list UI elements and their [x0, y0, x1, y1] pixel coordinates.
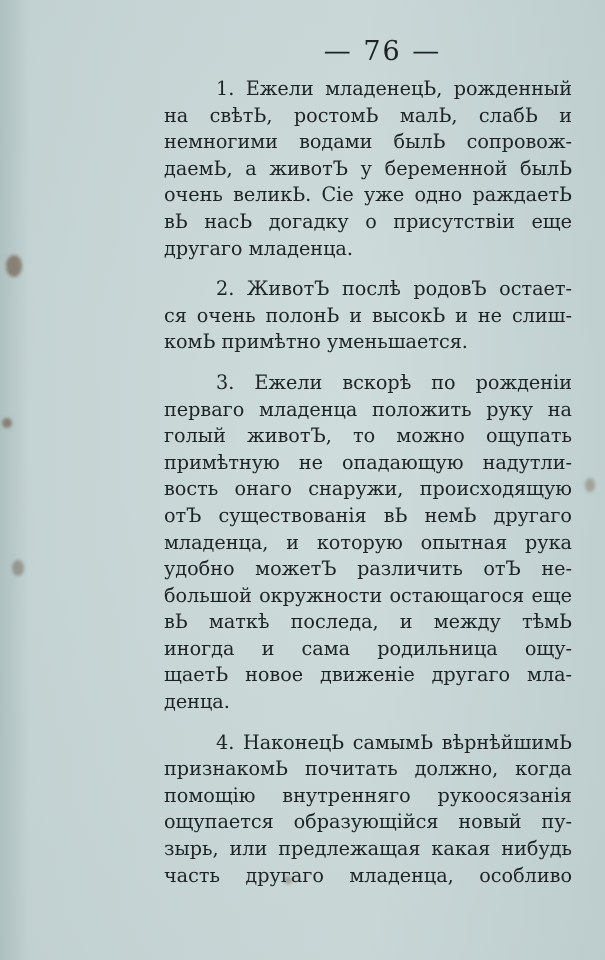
stain-mark [6, 255, 22, 277]
page-number: — 76 — [323, 36, 442, 67]
text-line: вость онаго снаружи, происходящую [164, 477, 572, 501]
stain-mark [2, 418, 12, 428]
text-line: на свѣтЬ, ростомЬ малЬ, слабЬ и [164, 103, 572, 127]
text-line: вЬ маткѣ последа, и между тѣмЬ [164, 610, 572, 634]
text-line: отЪ существованія вЬ немЬ другаго [164, 503, 572, 527]
text-line: большой окружности остающагося еще [164, 583, 572, 607]
paragraph-4 [164, 730, 572, 890]
text-line: голый животЪ, то можно ощупать [164, 424, 572, 448]
text-line: 3. Ежели вскорѣ по рожденіи [216, 370, 572, 394]
text-line: комЬ примѣтно уменьшается. [164, 330, 468, 354]
text-line: вЬ насЬ догадку о присутствіи еще [164, 209, 572, 233]
page-body [164, 76, 572, 903]
text-line: 4. НаконецЬ самымЬ вѣрнѣйшимЬ [216, 730, 572, 754]
text-line: другаго младенца. [164, 236, 353, 260]
text-line: ощупается образующійся новый пу- [164, 810, 572, 834]
text-line: 1. Ежели младенецЬ, рожденный [216, 77, 572, 100]
stain-mark [585, 478, 595, 492]
text-line: признакомЬ почитать должно, когда [164, 757, 572, 781]
paragraph-3 [164, 370, 572, 716]
text-line: щаетЬ новое движеніе другаго мла- [164, 663, 572, 687]
text-line: очень великЬ. Сіе уже одно раждаетЬ [164, 183, 572, 207]
paragraph-2 [164, 276, 572, 356]
text-line: помощію внутренняго рукоосязанія [164, 783, 572, 807]
text-line: перваго младенца положить руку на [164, 397, 572, 421]
text-line: зырь, или предлежащая какая нибудь [164, 837, 572, 861]
text-line: 2. ЖивотЪ послѣ родовЪ остает- [216, 277, 572, 301]
paragraph-1 [164, 76, 572, 262]
text-line: немногими водами былЬ сопровож- [164, 130, 572, 154]
text-line: удобно можетЪ различить отЪ не- [164, 557, 572, 581]
stain-mark [12, 560, 24, 576]
text-line: часть другаго младенца, особливо [164, 863, 572, 887]
text-line: примѣтную не опадающую надутли- [164, 450, 572, 474]
text-line: младенца, и которую опытная рука [164, 530, 572, 554]
text-line: иногда и сама родильница ощу- [164, 636, 572, 660]
text-line: ся очень полонЬ и высокЬ и не слиш- [164, 303, 572, 327]
text-line: даемЬ, а животЪ у беременной былЬ [164, 156, 572, 180]
text-line: денца. [164, 690, 230, 714]
